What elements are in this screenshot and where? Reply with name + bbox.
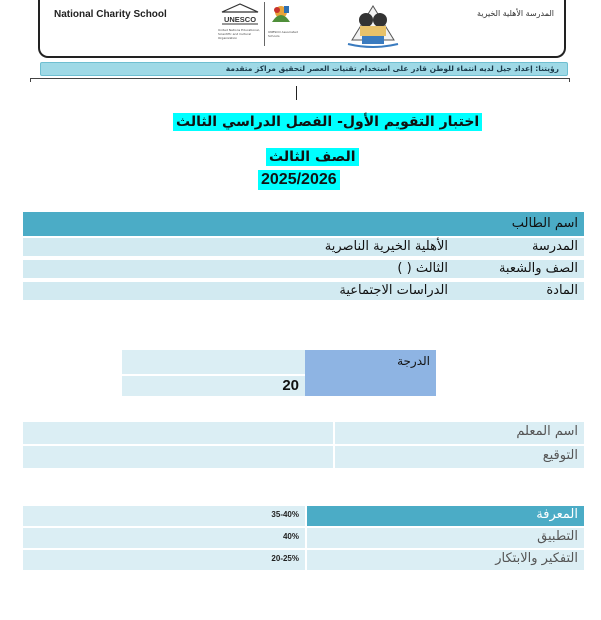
school-crest-logo xyxy=(342,0,404,48)
subject-label: المادة xyxy=(546,283,578,298)
skill-percent: 20-25% xyxy=(271,554,299,563)
vision-text: رؤيتنا: إعداد جيل لديه انتماء للوطن قادر على استخدام تقنيات العصر لتحقيق مراكز متقدمة xyxy=(225,64,559,73)
score-cell-bottom xyxy=(122,374,305,396)
signature-label: التوقيع xyxy=(542,448,578,463)
score-value: 20 xyxy=(282,377,299,394)
year-title: 2025/2026 xyxy=(258,170,340,190)
student-name-label: اسم الطالب xyxy=(511,216,578,231)
skill-row-knowledge xyxy=(23,506,584,526)
skill-row-thinking xyxy=(23,550,584,570)
student-name-row[interactable] xyxy=(23,212,584,236)
aspnet-logo xyxy=(268,2,294,28)
class-label: الصف والشعبة xyxy=(498,261,578,276)
unesco-caption: United Nations Educational, Scientific and Cultural Organization xyxy=(218,28,260,40)
signature-row[interactable] xyxy=(23,446,584,468)
skill-row-application xyxy=(23,528,584,548)
skill-label: التطبيق xyxy=(537,529,578,544)
subject-row xyxy=(23,280,584,300)
exam-title: اختبار التقويم الأول- الفصل الدراسي الثالث xyxy=(173,113,482,131)
school-row xyxy=(23,236,584,256)
school-name-ar: المدرسة الأهلية الخيرية xyxy=(477,9,554,18)
score-label: الدرجة xyxy=(397,354,430,368)
text-cursor xyxy=(296,86,297,100)
class-value: الثالث ( ) xyxy=(397,261,448,276)
vision-bar xyxy=(40,62,568,76)
score-cell-top[interactable] xyxy=(122,350,305,374)
skill-percent: 35-40% xyxy=(271,510,299,519)
skill-label: التفكير والابتكار xyxy=(495,551,578,566)
skill-label: المعرفة xyxy=(536,507,578,522)
school-value: الأهلية الخيرية الناصرية xyxy=(324,239,448,254)
page-border xyxy=(30,78,570,82)
skill-percent: 40% xyxy=(282,532,299,541)
teacher-name-row[interactable] xyxy=(23,422,584,444)
score-label-cell xyxy=(305,350,436,396)
logo-separator xyxy=(264,2,265,46)
school-name-en: National Charity School xyxy=(54,9,167,20)
class-row xyxy=(23,258,584,278)
subject-value: الدراسات الاجتماعية xyxy=(339,283,448,298)
school-label: المدرسة xyxy=(531,239,578,254)
unesco-logo xyxy=(218,2,262,48)
svg-text:UNESCO: UNESCO xyxy=(223,15,257,24)
teacher-name-label: اسم المعلم xyxy=(516,424,578,439)
grade-title: الصف الثالث xyxy=(266,148,359,166)
aspnet-caption: UNESCO Associated Schools xyxy=(268,30,298,38)
